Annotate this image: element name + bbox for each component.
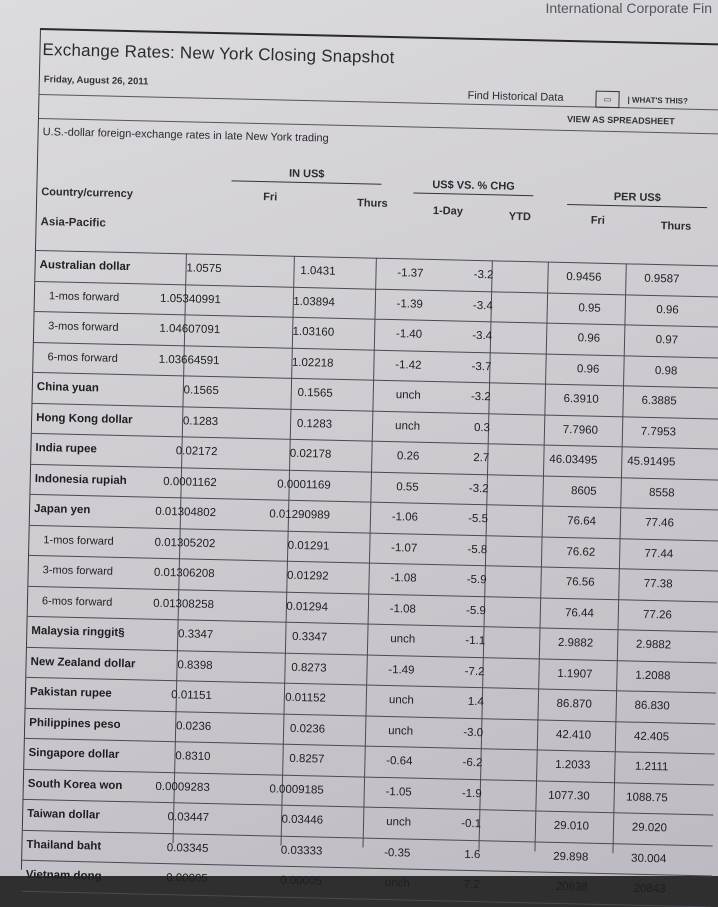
in-usd-thurs: 1.02218 (291, 356, 334, 370)
pct-chg-1-day: unch (390, 633, 416, 646)
in-usd-thurs: 0.0001169 (277, 478, 331, 492)
col-thurs: Thurs (356, 197, 388, 210)
group-header-in-usd (232, 166, 382, 184)
per-usd-thurs: 77.38 (643, 577, 673, 591)
calendar-icon[interactable]: ▭ (595, 91, 619, 109)
pct-chg-1-day: unch (388, 694, 414, 707)
pct-chg-1-day: -1.08 (390, 572, 417, 585)
pct-chg-1-day: -1.37 (397, 267, 424, 280)
per-usd-fri: 76.44 (564, 606, 595, 620)
pct-chg-1-day: -1.08 (389, 602, 417, 616)
in-usd-fri: 1.05340991 (159, 292, 222, 306)
pct-chg-1-day: -1.05 (385, 785, 412, 799)
in-usd-fri: 0.8310 (175, 750, 211, 764)
col-1-day: 1-Day (432, 204, 464, 218)
per-usd-fri: 86.870 (556, 697, 592, 711)
col-per-thurs: Thurs (660, 220, 692, 233)
currency-name: Malaysia ringgit§ (31, 624, 125, 640)
per-usd-fri: 6.3910 (563, 392, 599, 406)
per-usd-fri: 7.7960 (562, 423, 599, 437)
in-usd-fri: 0.03345 (166, 841, 209, 855)
currency-name: Singapore dollar (28, 746, 120, 761)
per-usd-thurs: 1088.75 (625, 790, 668, 804)
in-usd-thurs: 1.03894 (293, 295, 335, 309)
per-usd-thurs: 8558 (648, 486, 675, 500)
in-usd-thurs: 0.01290989 (269, 508, 331, 522)
per-usd-thurs: 2.9882 (635, 638, 672, 652)
per-usd-thurs: 6.3885 (641, 394, 677, 408)
group-header-per-usd (567, 190, 707, 208)
group-header-vs-chg (413, 179, 533, 197)
col-country: Country/currency (41, 186, 134, 201)
per-usd-thurs: 1.2111 (634, 760, 669, 774)
in-usd-thurs: 0.1565 (297, 386, 333, 400)
per-usd-thurs: 0.97 (655, 334, 679, 347)
pct-chg-1-day: -1.42 (395, 358, 422, 372)
view-spreadsheet-link[interactable]: VIEW AS SPREADSHEET (566, 113, 675, 127)
running-head: International Corporate Fin (545, 0, 712, 16)
pct-chg-1-day: 0.55 (396, 480, 419, 494)
per-usd-fri: 1077.30 (548, 789, 590, 803)
section-asia-pacific: Asia-Pacific (40, 216, 106, 230)
find-historical-data-link[interactable]: Find Historical Data (467, 89, 564, 104)
pct-chg-1-day: unch (384, 877, 410, 890)
currency-name: Japan yen (33, 502, 91, 517)
pct-chg-ytd: -3.7 (471, 360, 492, 373)
pct-chg-ytd: -7.2 (464, 665, 485, 678)
pct-chg-ytd: -3.2 (468, 482, 489, 495)
per-usd-fri: 1.1907 (557, 667, 593, 681)
currency-name: Pakistan rupee (29, 685, 112, 700)
currency-name: 3-mos forward (42, 564, 114, 578)
per-usd-thurs: 0.96 (656, 303, 679, 317)
pct-chg-ytd: -3.2 (470, 390, 491, 404)
per-usd-thurs: 20843 (633, 882, 666, 896)
in-usd-fri: 0.0001162 (163, 475, 217, 489)
in-usd-thurs: 0.01294 (286, 600, 329, 614)
pct-chg-ytd: -1.9 (461, 787, 482, 800)
in-usd-fri: 0.03447 (167, 811, 210, 825)
currency-name: Philippines peso (29, 716, 121, 731)
per-usd-thurs: 45.91495 (627, 455, 676, 469)
group-rule (232, 180, 382, 184)
in-usd-thurs: 1.0431 (300, 264, 336, 278)
per-usd-fri: 1.2033 (555, 758, 591, 772)
pct-chg-1-day: unch (386, 816, 412, 829)
pct-chg-ytd: -5.8 (467, 543, 488, 556)
pct-chg-ytd: -5.9 (466, 573, 487, 587)
group-rule (413, 193, 533, 197)
pct-chg-ytd: 2.7 (473, 451, 490, 465)
pct-chg-1-day: -0.35 (384, 846, 411, 860)
per-usd-fri: 0.95 (578, 301, 601, 315)
in-usd-thurs: 0.01291 (287, 539, 330, 553)
in-usd-fri: 0.01308258 (153, 597, 215, 611)
per-usd-fri: 76.64 (567, 515, 597, 528)
in-usd-fri: 0.01304802 (155, 505, 217, 520)
per-usd-thurs: 86.830 (634, 699, 670, 713)
in-usd-thurs: 0.8257 (289, 752, 325, 766)
pct-chg-1-day: -1.49 (388, 663, 415, 677)
currency-name: 3-mos forward (48, 320, 119, 334)
in-usd-fri: 1.0575 (186, 262, 222, 276)
currency-name: Taiwan dollar (27, 807, 100, 822)
pct-chg-1-day: unch (395, 389, 421, 402)
in-usd-thurs: 1.03160 (292, 325, 335, 339)
in-usd-thurs: 0.02178 (289, 447, 332, 461)
currency-name: Hong Kong dollar (36, 411, 133, 426)
pct-chg-ytd: 1.6 (464, 848, 481, 861)
pct-chg-ytd: -0.1 (461, 817, 482, 831)
per-usd-fri: 0.96 (576, 362, 600, 376)
pct-chg-1-day: -1.06 (391, 511, 419, 524)
in-usd-thurs: 0.0236 (289, 722, 326, 736)
in-usd-fri: 0.01305202 (154, 536, 216, 550)
per-usd-fri: 76.62 (566, 545, 596, 559)
pct-chg-ytd: -5.5 (468, 512, 489, 526)
per-usd-thurs: 77.44 (644, 547, 674, 561)
whats-this-label: WHAT'S THIS? (631, 95, 689, 106)
group-label: IN US$ (288, 167, 325, 181)
pct-chg-ytd: -1.1 (465, 634, 486, 648)
per-usd-fri: 8605 (570, 484, 597, 498)
currency-name: China yuan (36, 381, 99, 395)
in-usd-fri: 0.1283 (182, 414, 219, 428)
whats-this-link[interactable]: | WHAT'S THIS? (627, 95, 689, 106)
currency-name: India rupee (35, 442, 97, 456)
currency-name: 6-mos forward (41, 594, 113, 609)
in-usd-fri: 0.3347 (177, 628, 214, 642)
currency-name: 1-mos forward (48, 289, 120, 304)
exchange-rates-panel (21, 28, 718, 896)
per-usd-fri: 0.96 (577, 332, 601, 345)
page-title: Exchange Rates: New York Closing Snapshot (42, 40, 395, 68)
in-usd-fri: 0.1565 (183, 384, 219, 398)
per-usd-thurs: 42.405 (633, 730, 670, 743)
currency-name: 1-mos forward (43, 533, 114, 548)
currency-name: Indonesia rupiah (34, 472, 127, 487)
per-usd-fri: 2.9882 (557, 636, 594, 650)
col-per-fri: Fri (590, 214, 605, 227)
in-usd-fri: 1.04607091 (159, 322, 221, 337)
per-usd-fri: 29.010 (553, 819, 590, 833)
in-usd-fri: 0.8398 (177, 658, 213, 672)
group-label: US$ VS. % CHG (432, 178, 515, 193)
pct-chg-1-day: unch (388, 724, 414, 738)
pct-chg-1-day: unch (394, 419, 421, 433)
in-usd-fri: 0.0236 (175, 719, 212, 733)
pct-chg-ytd: -6.2 (462, 756, 483, 770)
in-usd-thurs: 0.01152 (285, 691, 326, 705)
rates-table (21, 250, 718, 907)
pct-chg-ytd: 1.4 (467, 695, 484, 709)
in-usd-thurs: 0.01292 (286, 569, 329, 583)
in-usd-thurs: 0.1283 (296, 417, 333, 431)
in-usd-fri: 0.01151 (171, 689, 213, 703)
currency-name: Vietnam dong (25, 868, 102, 883)
pct-chg-ytd: -5.9 (465, 604, 487, 617)
per-usd-thurs: 1.2088 (635, 669, 671, 682)
per-usd-thurs: 30.004 (630, 852, 667, 865)
in-usd-thurs: 0.03446 (281, 813, 324, 827)
in-usd-fri: 0.02172 (175, 445, 218, 459)
in-usd-fri: 0.01306208 (153, 566, 215, 581)
per-usd-fri: 76.56 (565, 576, 595, 589)
currency-name: 6-mos forward (47, 350, 118, 365)
subtitle: U.S.-dollar foreign-exchange rates in late New York trading (42, 126, 329, 145)
pct-chg-ytd: 0.3 (473, 421, 491, 434)
group-label: PER US$ (613, 191, 661, 205)
per-usd-fri: 42.410 (555, 728, 592, 742)
pct-chg-ytd: -3.0 (463, 726, 484, 739)
in-usd-thurs: 0.8273 (291, 661, 327, 675)
in-usd-fri: 0.0009283 (155, 780, 210, 794)
per-usd-fri: 46.03495 (549, 453, 598, 467)
currency-name: South Korea won (27, 777, 123, 792)
currency-name: New Zealand dollar (30, 655, 136, 670)
group-rule (567, 204, 707, 208)
per-usd-thurs: 0.98 (654, 364, 678, 378)
in-usd-thurs: 0.0009185 (269, 782, 324, 797)
pct-chg-1-day: -0.64 (386, 755, 413, 768)
per-usd-thurs: 77.26 (642, 608, 672, 621)
col-fri: Fri (263, 191, 278, 204)
per-usd-fri: 20838 (555, 880, 588, 894)
pct-chg-1-day: -1.07 (390, 541, 418, 555)
col-ytd: YTD (508, 210, 531, 224)
pct-chg-1-day: 0.26 (396, 450, 420, 463)
in-usd-thurs: 0.00005 (280, 874, 322, 888)
per-usd-fri: 29.898 (553, 850, 589, 864)
pct-chg-1-day: -1.39 (396, 297, 423, 311)
currency-name: Australian dollar (39, 259, 131, 274)
currency-name: Thailand baht (26, 838, 102, 853)
in-usd-thurs: 0.03333 (280, 844, 323, 858)
per-usd-thurs: 0.9587 (644, 272, 680, 286)
per-usd-fri: 0.9456 (566, 271, 602, 284)
pct-chg-ytd: -3.4 (472, 329, 493, 343)
per-usd-thurs: 7.7953 (640, 425, 677, 439)
date-label: Friday, August 26, 2011 (43, 74, 149, 88)
pct-chg-1-day: -1.40 (395, 328, 423, 341)
pct-chg-ytd: 7.2 (463, 878, 480, 892)
in-usd-fri: 0.00005 (166, 872, 208, 886)
per-usd-thurs: 77.46 (645, 516, 675, 530)
pct-chg-ytd: -3.2 (473, 268, 494, 282)
in-usd-thurs: 0.3347 (291, 630, 328, 644)
per-usd-thurs: 29.020 (631, 821, 668, 835)
in-usd-fri: 1.03664591 (158, 353, 220, 367)
pct-chg-ytd: -3.4 (472, 299, 493, 312)
